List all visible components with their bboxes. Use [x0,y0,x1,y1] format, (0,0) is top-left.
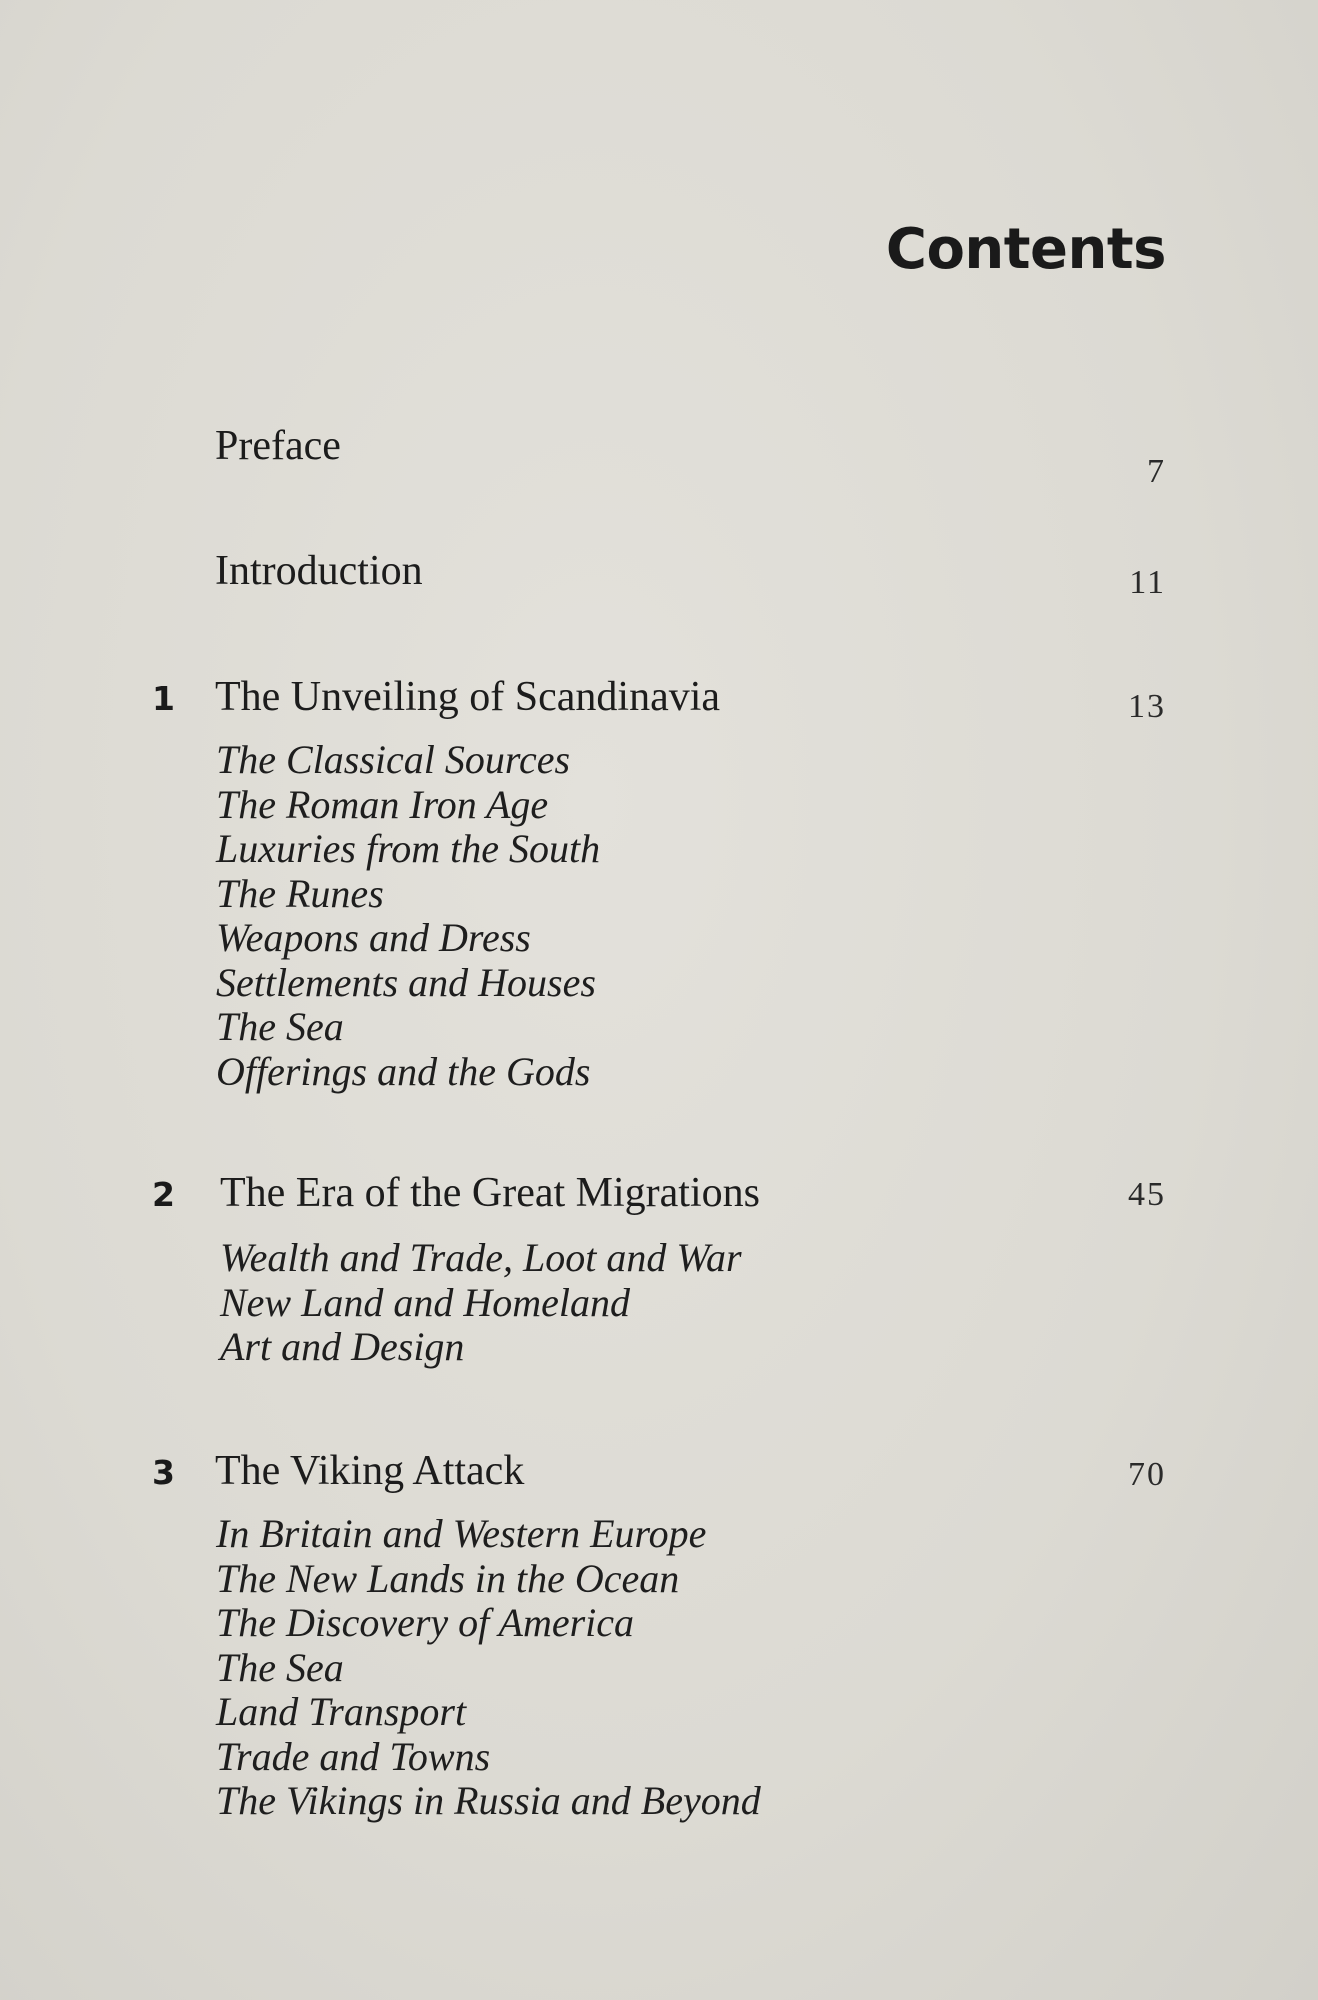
subsection-list [216,1512,761,1824]
entry-title: The Unveiling of Scandinavia [215,674,721,720]
subsection-item: Wealth and Trade, Loot and War [220,1235,742,1280]
chapter-number: 1 [152,679,175,718]
subsection-item: The Discovery of America [216,1600,635,1645]
subsection-item: In Britain and Western Europe [216,1511,707,1556]
entry-page-number: 45 [1128,1176,1166,1213]
page-title: Contents [885,217,1166,282]
subsection-item: The Sea [216,1004,344,1049]
subsection-list [216,738,600,1094]
entry-title: Introduction [215,548,423,594]
entry-page-number: 7 [1147,453,1166,490]
subsection-item: Art and Design [220,1324,465,1369]
chapter-number: 2 [152,1175,175,1214]
subsection-item: The Vikings in Russia and Beyond [216,1778,761,1823]
subsection-item: Trade and Towns [216,1733,491,1779]
subsection-item: The Runes [216,870,384,916]
entry-title: The Era of the Great Migrations [220,1170,760,1216]
entry-page-number: 13 [1128,688,1166,725]
subsection-item: The Roman Iron Age [216,781,549,827]
subsection-item: Offerings and the Gods [216,1048,591,1094]
subsection-item: Luxuries from the South [216,826,601,871]
subsection-item: Weapons and Dress [216,915,531,960]
entry-page-number: 11 [1129,564,1166,601]
subsection-item: Settlements and Houses [216,959,596,1005]
entry-title: Preface [215,423,341,469]
subsection-item: The Sea [216,1644,344,1690]
entry-title: The Viking Attack [215,1448,525,1494]
subsection-item: The Classical Sources [216,737,571,782]
subsection-item: Land Transport [216,1689,467,1734]
chapter-number: 3 [152,1453,175,1492]
subsection-item: New Land and Homeland [220,1279,630,1325]
subsection-item: The New Lands in the Ocean [216,1555,680,1601]
entry-page-number: 70 [1128,1456,1166,1493]
subsection-list [220,1236,742,1370]
